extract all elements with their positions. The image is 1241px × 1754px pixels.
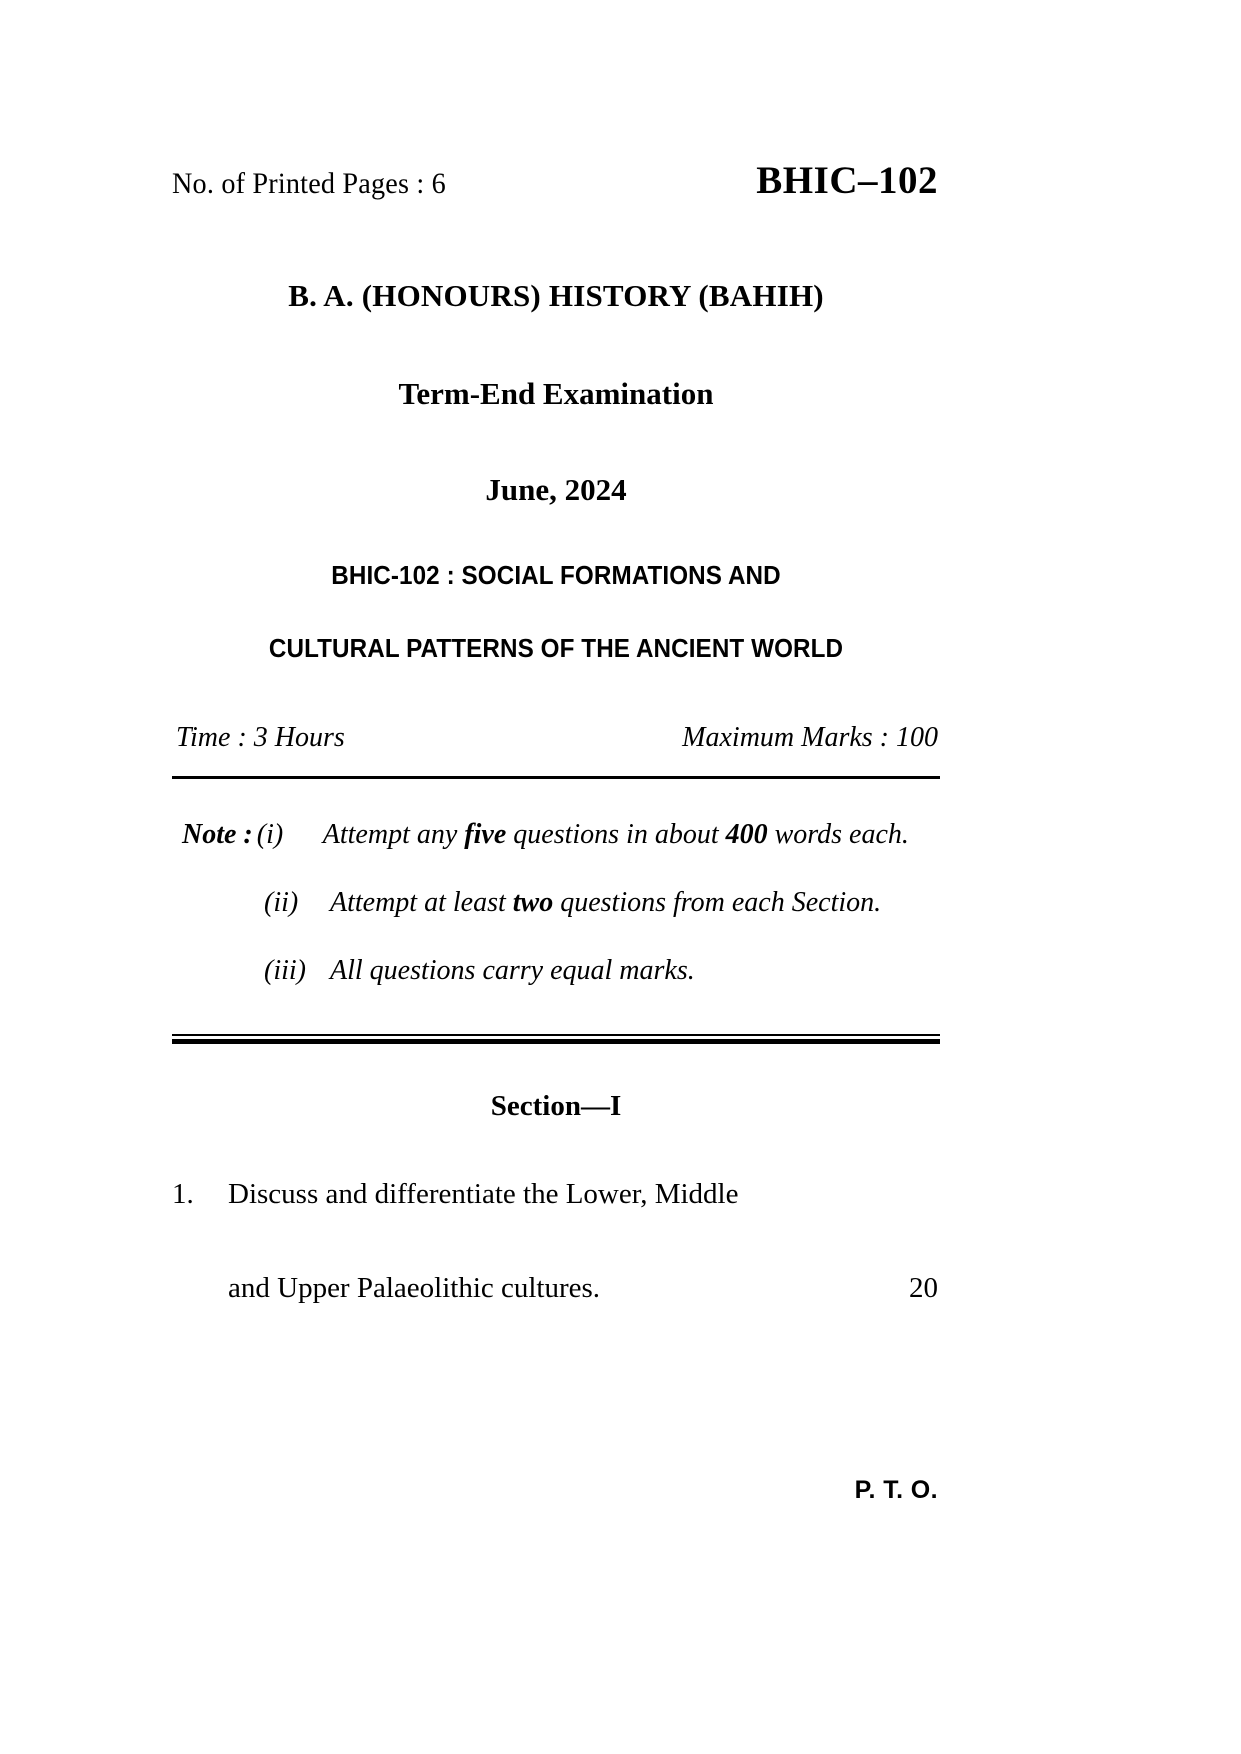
divider-thick-line xyxy=(172,1039,940,1044)
subject-title-line-1: BHIC-102 : SOCIAL FORMATIONS AND xyxy=(331,562,781,590)
exam-duration: Time : 3 Hours xyxy=(176,722,345,753)
divider-thin-line xyxy=(172,1034,940,1036)
question-marks: 20 xyxy=(909,1271,938,1304)
page-header-row xyxy=(172,158,940,218)
note-block xyxy=(172,813,940,994)
printed-pages-label: No. of Printed Pages : 6 xyxy=(172,167,446,200)
course-code: BHIC–102 xyxy=(756,159,938,202)
question-text-line-1: Discuss and differentiate the Lower, Middle xyxy=(228,1177,739,1210)
note-numeral-ii: (ii) xyxy=(264,887,299,919)
section-divider-rule xyxy=(172,1034,940,1044)
note-i-text-end: words each. xyxy=(767,819,909,850)
note-i-emphasis-400: 400 xyxy=(725,819,768,850)
note-item-iii xyxy=(172,949,940,993)
question-last-line-row xyxy=(228,1265,940,1312)
header-divider-rule xyxy=(172,776,940,779)
note-text-i xyxy=(323,813,940,857)
note-item-i xyxy=(172,813,940,857)
question-list xyxy=(172,1171,940,1312)
question-text-line-2: and Upper Palaeolithic cultures. xyxy=(228,1271,601,1304)
note-i-emphasis-five: five xyxy=(464,819,507,850)
note-ii-text-before: Attempt at least xyxy=(330,887,513,919)
question-body xyxy=(228,1171,940,1312)
note-label: Note : xyxy=(182,819,253,850)
subject-title-line-2: CULTURAL PATTERNS OF THE ANCIENT WORLD xyxy=(268,635,844,663)
exam-info-row xyxy=(172,722,940,754)
page-content xyxy=(172,158,940,1504)
note-text-ii xyxy=(330,881,940,925)
note-numeral-i: (i) xyxy=(256,819,284,850)
note-i-text-before: Attempt any xyxy=(322,819,465,850)
maximum-marks: Maximum Marks : 100 xyxy=(682,722,938,753)
degree-title: B. A. (HONOURS) HISTORY (BAHIH) xyxy=(288,278,824,313)
note-ii-text-after: questions from each Section. xyxy=(553,887,882,919)
note-text-iii: All questions carry equal marks. xyxy=(330,955,695,987)
note-item-ii xyxy=(172,881,940,925)
note-numeral-iii: (iii) xyxy=(264,955,306,987)
question-number: 1. xyxy=(172,1177,194,1210)
question-item-1 xyxy=(172,1171,940,1312)
examination-title: Term-End Examination xyxy=(398,376,714,411)
note-ii-emphasis-two: two xyxy=(512,887,554,919)
page-turn-over-label: P. T. O. xyxy=(854,1476,938,1504)
examination-date: June, 2024 xyxy=(485,472,627,507)
section-heading: Section—I xyxy=(490,1089,622,1122)
note-i-text-after: questions in about xyxy=(506,819,726,850)
